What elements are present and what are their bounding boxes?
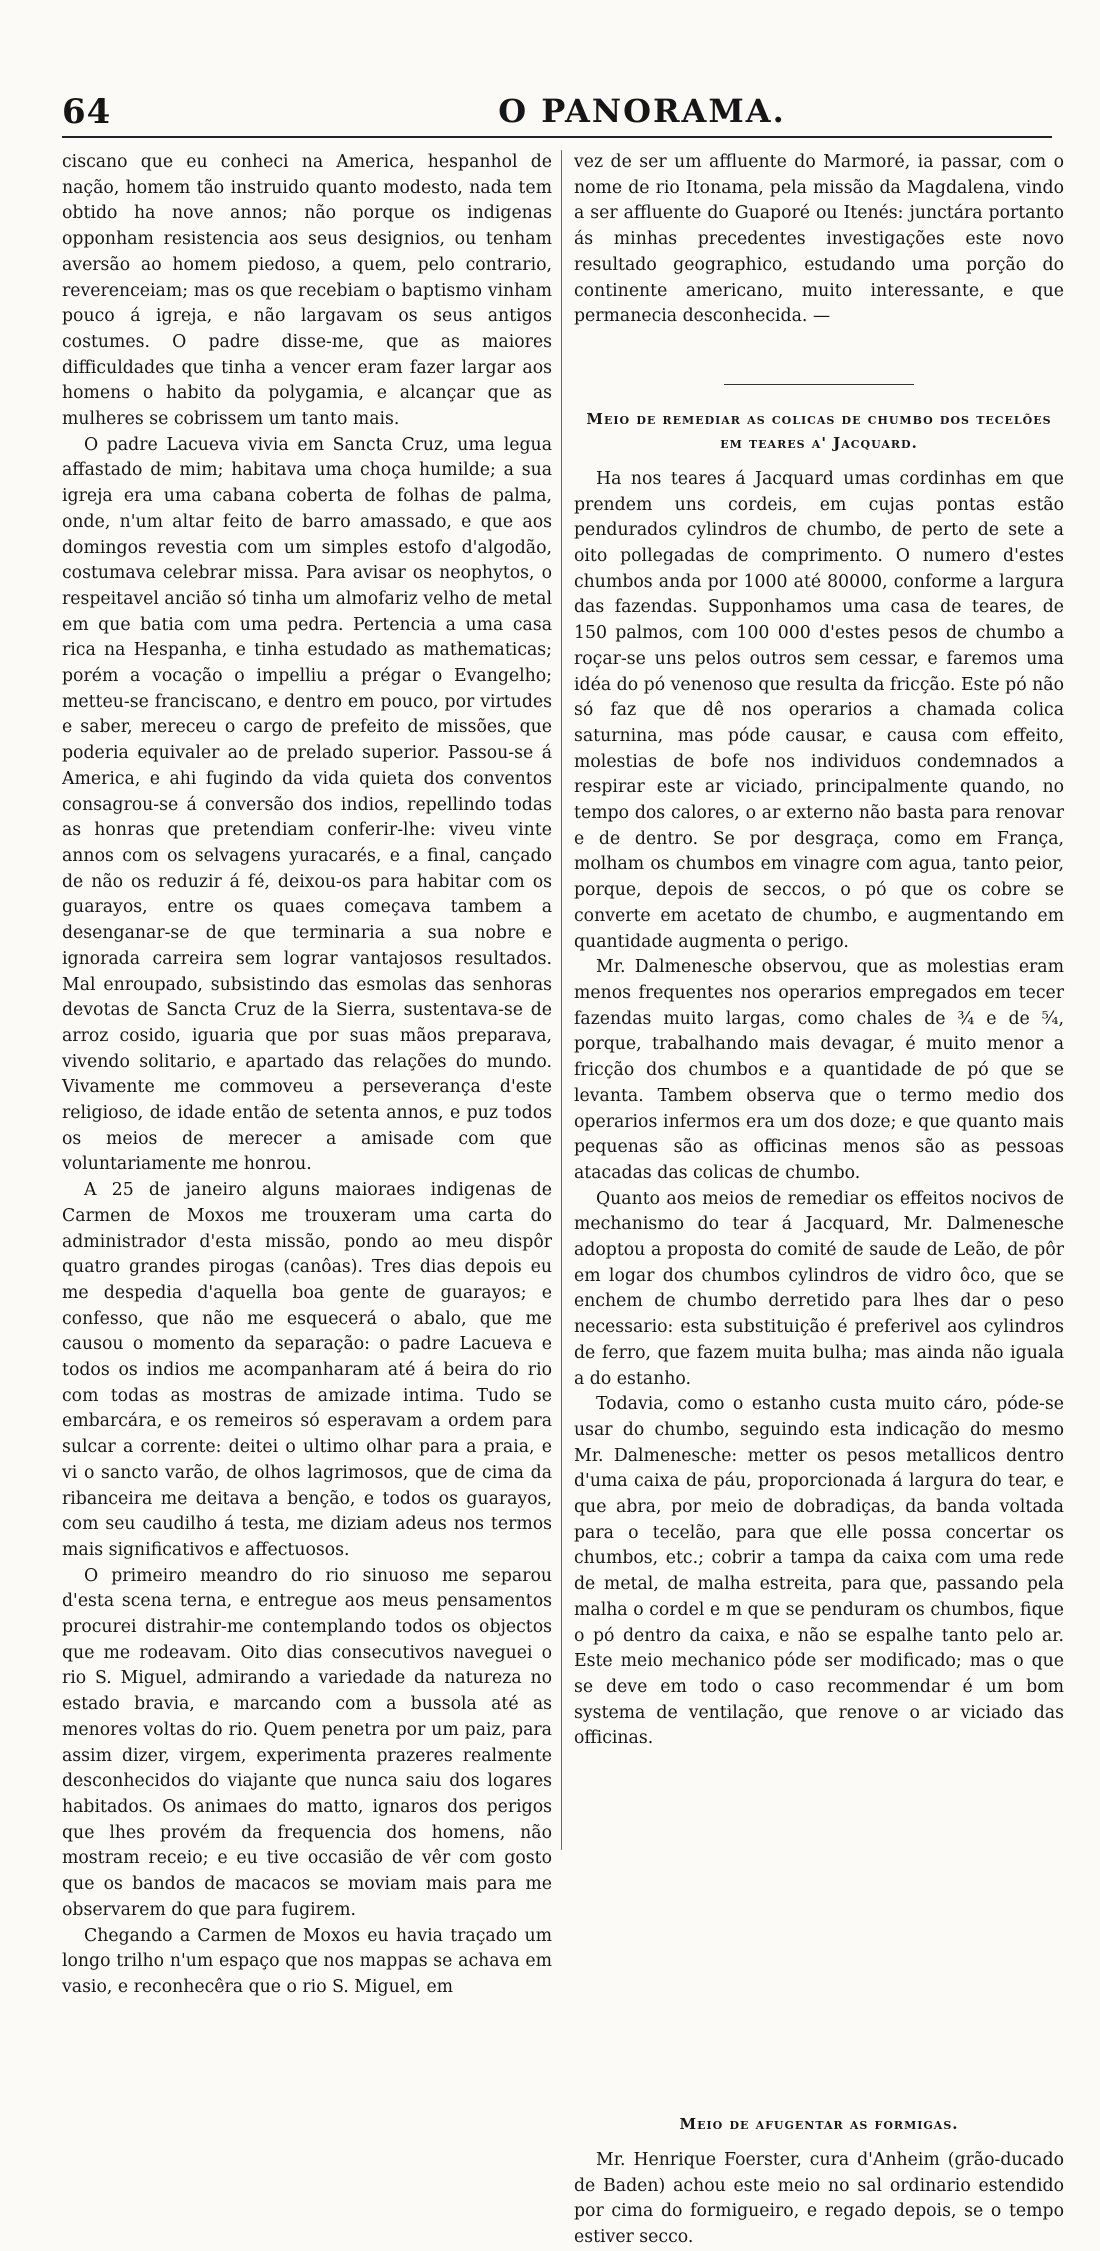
article-paragraph: Mr. Henrique Foerster, cura d'Anheim (grão-ducado de Baden) achou este meio no sal ordinario estendido por cima do formigueiro, e regado depois, se o tempo estiver secco. — [574, 2150, 1064, 2248]
right-column — [574, 150, 1064, 2248]
section-title-lead-colic: Meio de remediar as colicas de chumbo dos tecelões em teares a' Jacquard. — [586, 409, 1052, 452]
article-paragraph: Mr. Dalmenesche observou, que as molestias eram menos frequentes nos operarios empregados em tecer fazendas muito largas, como chales de ¾ e de ⁵⁄₄, porque, trabalhando mais devagar, é muito menor a fricção dos chumbos e a quantidade de pó que se levanta. Tambem observa que o termo medio dos operarios infermos era um dos doze; e que quanto mais pequenas são as officinas menos são as pessoas atacadas das colicas de chumbo. — [574, 957, 1064, 1183]
article-paragraph: Todavia, como o estanho custa muito cáro, póde-se usar do chumbo, seguindo esta indicação do mesmo Mr. Dalmenesche: metter os pesos metallicos dentro d'uma caixa de páu, proporcionada á largura do tear, e que abra, por meio de dobradiças, da banda voltada para o tecelão, para que elle possa concertar os chumbos, etc.; cobrir a tampa da caixa com uma rede de metal, de malha estreita, para que, passando pela malha o cordel e m que se penduram os chumbos, fique o pó dentro da caixa, e não se espalhe tanto pelo ar. Este meio mechanico póde ser modificado; mas o que se deve em todo o caso recommendar é um bom systema de ventilação, que renove o ar viciado das officinas. — [574, 1394, 1064, 1749]
article-paragraph: A 25 de janeiro alguns maioraes indigenas de Carmen de Moxos me trouxeram uma carta do administrador d'esta missão, pondo ao meu dispôr quatro grandes pirogas (canôas). Tres dias depois eu me despedia d'aquella boa gente de guarayos; e confesso, que não me esquecerá o abalo, que me causou o momento da separação: o padre Lacueva e todos os indios me acompanharam até á beira do rio com todas as mostras de amizade intima. Tudo se embarcára, e os remeiros só esperavam a ordem para sulcar a corrente: deitei o ultimo olhar para a praia, e vi o sancto varão, de olhos lagrimosos, que de cima da ribanceira me deitava a benção, e todos os guarayos, com seu caudilho á testa, me diziam adeus nos termos mais significativos e affectuosos. — [62, 1180, 552, 1560]
article-paragraph: O primeiro meandro do rio sinuoso me separou d'esta scena terna, e entregue aos meus pensamentos procurei distrahir-me contemplando todos os objectos que me rodeavam. Oito dias consecutivos naveguei o rio S. Miguel, admirando a variedade da natureza no estado bravia, e marcando com a bussola até as menores voltas do rio. Quem penetra por um paiz, para assim dizer, virgem, experimenta prazeres realmente desconhecidos do viajante que nunca saiu dos logares habitados. Os animaes do matto, ignaros dos perigos que lhes provém da frequencia dos homens, não mostram receio; e eu tive occasião de vêr com gosto que os bandos de macacos se moviam mais para me observarem do que para fugirem. — [62, 1565, 552, 1920]
column-divider — [561, 150, 562, 1850]
article-paragraph: ciscano que eu conheci na America, hespanhol de nação, homem tão instruido quanto modesto, nada tem obtido ha nove annos; não porque os indigenas opponham resistencia aos seus designios, ou tenham aversão ao homem piedoso, a quem, pelo contrario, reverenceiam; mas os que recebiam o baptismo vinham pouco á igreja, e não largavam os seus antigos costumes. O padre disse-me, que as maiores difficuldades que tinha a vencer eram fazer largar aos homens o habito da polygamia, e alcançar que as mulheres se cobrissem um tanto mais. — [62, 152, 552, 430]
article-paragraph: vez de ser um affluente do Marmoré, ia passar, com o nome de rio Itonama, pela missão da Magdalena, vindo a ser affluente do Guaporé ou Itenés: junctára portanto ás minhas precedentes investigações este novo resultado geographico, estudando uma porção do continente americano, muito interessante, e que permanecia desconhecida. — — [574, 152, 1064, 327]
section-title-ants: Meio de afugentar as formigas. — [679, 2115, 959, 2134]
article-paragraph: Ha nos teares á Jacquard umas cordinhas em que prendem uns cordeis, em cujas pontas estão pendurados cylindros de chumbo, de perto de sete a oito pollegadas de comprimento. O numero d'estes chumbos anda por 1000 até 80000, conforme a largura das fazendas. Supponhamos uma casa de teares, de 150 palmos, com 100 000 d'estes pesos de chumbo a roçar-se uns pelos outros sem cessar, e faremos uma idéa do pó venenoso que resulta da fricção. Este pó não só faz que dê nos operarios a chamada colica saturnina, mas póde causar, e causa com effeito, molestias de bofe nos individuos condemnados a respirar este ar viciado, principalmente quando, no tempo dos calores, o ar externo não basta para renovar e de dentro. Se por desgraça, como em França, molham os chumbos em vinagre com agua, tanto peior, porque, depois de seccos, o pó que os cobre se converte em acetato de chumbo, e augmentando em quantidade augmenta o perigo. — [574, 468, 1064, 952]
section-separator — [724, 384, 914, 385]
journal-title: O PANORAMA. — [498, 92, 786, 130]
page-header — [62, 92, 1052, 138]
article-paragraph: O padre Lacueva vivia em Sancta Cruz, uma legua affastado de mim; habitava uma choça humilde; a sua igreja era uma cabana coberta de folhas de palma, onde, n'um altar feito de barro amassado, e que aos domingos revestia com um simples estofo d'algodão, costumava celebrar missa. Para avisar os neophytos, o respeitavel ancião só tinha um almofariz velho de metal em que batia com uma pedra. Pertencia a uma casa rica na Hespanha, e tinha estudado as mathematicas; porém a vocação o impelliu a prégar o Evangelho; metteu-se franciscano, e dentro em pouco, por virtudes e saber, mereceu o cargo de prefeito de missões, que poderia equivaler ao de prelado superior. Passou-se á America, e ahi fugindo da vida quieta dos conventos consagrou-se á conversão dos indios, repellindo todas as honras que pretendiam conferir-lhe: viveu vinte annos com os selvagens yuracarés, e a final, cançado de não os reduzir á fé, deixou-os para habitar com os guarayos, entre os quaes começava tambem a desenganar-se de que terminaria a sua nobre e ignorada carreira sem lograr vantajosos resultados. Mal enroupado, subsistindo das esmolas das senhoras devotas de Sancta Cruz de la Sierra, sustentava-se de arroz cosido, iguaria que por suas mãos preparava, vivendo solitario, e apartado das relações do mundo. Vivamente me commoveu a perseverança d'este religioso, de idade então de setenta annos, e puz todos os meios de merecer a amisade com que voluntariamente me honrou. — [62, 434, 552, 1175]
article-paragraph: Quanto aos meios de remediar os effeitos nocivos de mechanismo do tear á Jacquard, Mr. Dalmenesche adoptou a proposta do comité de saude de Leão, de pôr em logar dos chumbos cylindros de vidro ôco, que se enchem de chumbo derretido para lhes dar o peso necessario: esta substituição é preferivel aos cylindros de ferro, que fazem muita bulha; mas ainda não iguala a do estanho. — [574, 1188, 1064, 1389]
article-paragraph: Chegando a Carmen de Moxos eu havia traçado um longo trilho n'um espaço que nos mappas se achava em vasio, e reconhecêra que o rio S. Miguel, em — [62, 1925, 552, 1997]
page-number: 64 — [62, 92, 112, 132]
left-column — [62, 150, 552, 1997]
